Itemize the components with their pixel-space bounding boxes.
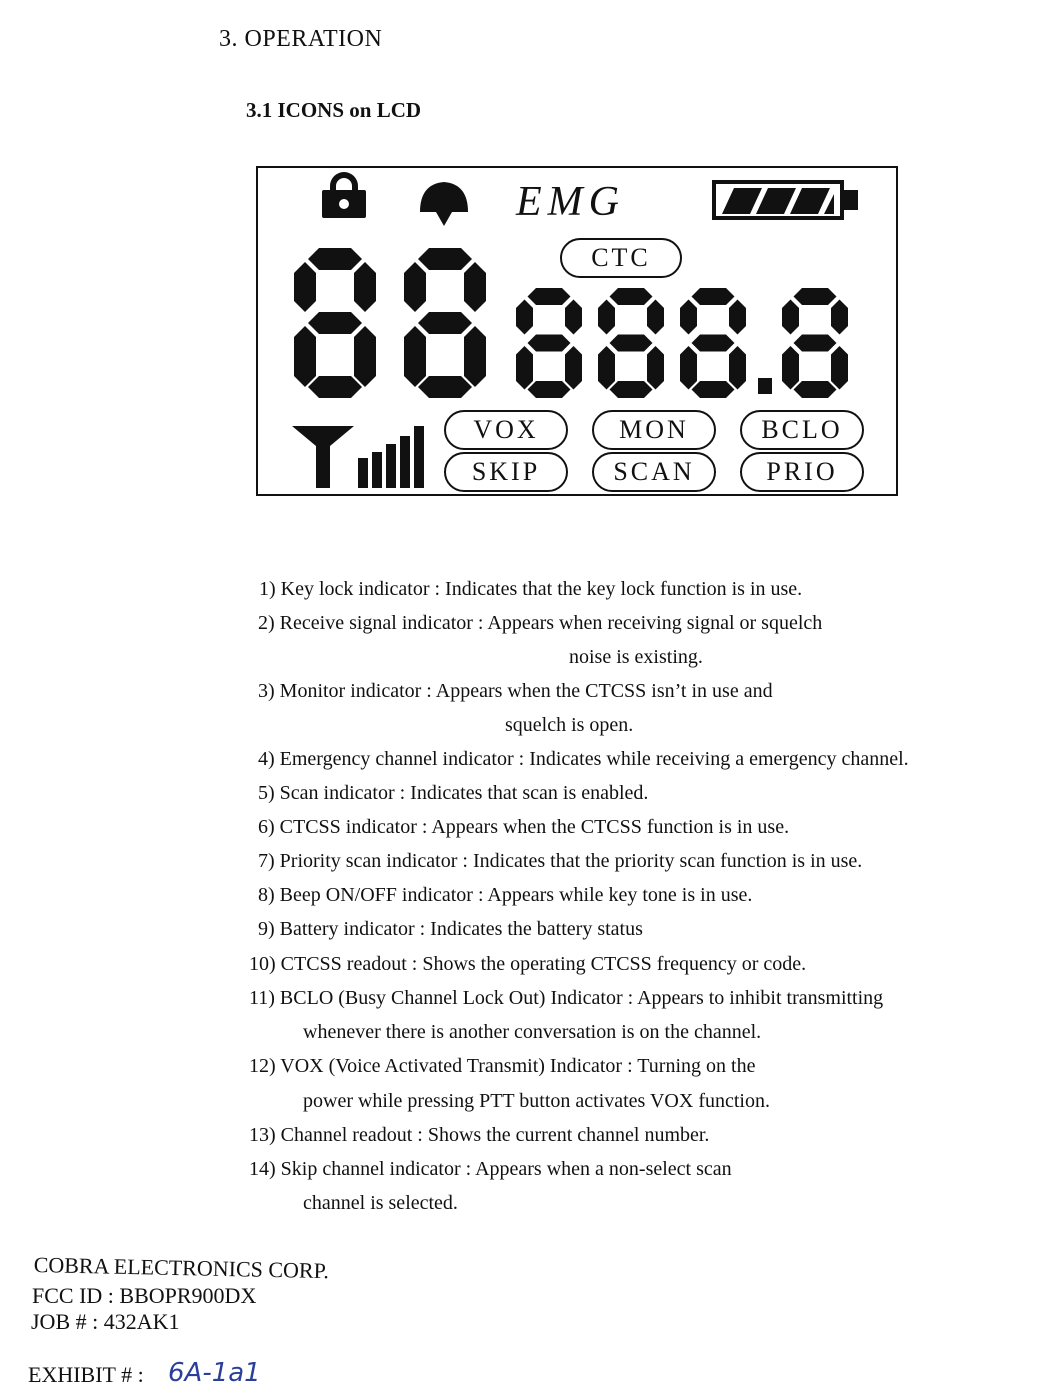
antenna-icon bbox=[292, 426, 354, 488]
list-item: 6) CTCSS indicator : Appears when the CTCSS function is in use. bbox=[258, 816, 790, 838]
digit-segment bbox=[647, 346, 664, 390]
lcd-digit bbox=[782, 288, 848, 398]
subsection-title: 3.1 ICONS on LCD bbox=[246, 98, 422, 122]
list-item: 10) CTCSS readout : Shows the operating CTCSS frequency or code. bbox=[249, 953, 807, 975]
digit-segment bbox=[354, 326, 376, 387]
mon-indicator: MON bbox=[592, 410, 716, 450]
list-item: 8) Beep ON/OFF indicator : Appears while key tone is in use. bbox=[258, 884, 753, 906]
digit-segment bbox=[404, 262, 426, 312]
digit-segment bbox=[528, 288, 571, 305]
digit-segment bbox=[565, 346, 582, 390]
list-item: 4) Emergency channel indicator : Indicates while receiving a emergency channel. bbox=[258, 748, 909, 770]
digit-segment bbox=[294, 262, 316, 312]
digit-segment bbox=[680, 300, 697, 335]
list-item: noise is existing. bbox=[569, 646, 703, 668]
list-item: 12) VOX (Voice Activated Transmit) Indicator : Turning on the bbox=[249, 1055, 756, 1077]
digit-segment bbox=[610, 381, 653, 398]
digit-segment bbox=[294, 326, 316, 387]
digit-segment bbox=[692, 288, 735, 305]
digit-segment bbox=[528, 381, 571, 398]
digit-segment bbox=[354, 262, 376, 312]
digit-segment bbox=[565, 300, 582, 335]
ctc-indicator: CTC bbox=[560, 238, 682, 278]
digit-segment bbox=[308, 248, 362, 270]
signal-bars-icon bbox=[358, 426, 424, 488]
digit-segment bbox=[308, 376, 362, 398]
digit-segment bbox=[610, 288, 653, 305]
lcd-diagram bbox=[256, 166, 898, 496]
digit-segment bbox=[794, 335, 837, 352]
digit-segment bbox=[516, 300, 533, 335]
bell-icon bbox=[420, 182, 468, 226]
digit-segment bbox=[528, 335, 571, 352]
battery-icon bbox=[714, 182, 858, 218]
list-item: 1) Key lock indicator : Indicates that the key lock function is in use. bbox=[259, 578, 803, 600]
digit-segment bbox=[782, 346, 799, 390]
emg-indicator: EMG bbox=[516, 179, 625, 225]
scan-indicator: SCAN bbox=[592, 452, 716, 492]
job-number: JOB # : 432AK1 bbox=[31, 1309, 180, 1334]
digit-segment bbox=[464, 262, 486, 312]
list-item: power while pressing PTT button activates VOX function. bbox=[303, 1090, 770, 1112]
list-item: 3) Monitor indicator : Appears when the CTCSS isn’t in use and bbox=[258, 680, 773, 702]
digit-segment bbox=[831, 300, 848, 335]
lock-icon bbox=[322, 172, 366, 218]
digit-segment bbox=[729, 300, 746, 335]
skip-indicator: SKIP bbox=[444, 452, 568, 492]
digit-segment bbox=[782, 300, 799, 335]
company-name: COBRA ELECTRONICS CORP. bbox=[33, 1252, 330, 1284]
digit-segment bbox=[418, 312, 472, 334]
list-item: 5) Scan indicator : Indicates that scan is enabled. bbox=[258, 782, 649, 804]
list-item: 7) Priority scan indicator : Indicates that the priority scan function is in use. bbox=[258, 850, 863, 872]
exhibit-label: EXHIBIT # : bbox=[28, 1362, 144, 1387]
digit-segment bbox=[308, 312, 362, 334]
digit-segment bbox=[464, 326, 486, 387]
digit-segment bbox=[794, 381, 837, 398]
digit-segment bbox=[680, 346, 697, 390]
list-item: channel is selected. bbox=[303, 1192, 458, 1214]
vox-indicator: VOX bbox=[444, 410, 568, 450]
fcc-id: FCC ID : BBOPR900DX bbox=[32, 1283, 257, 1308]
prio-indicator: PRIO bbox=[740, 452, 864, 492]
lcd-digit bbox=[680, 288, 746, 398]
decimal-point bbox=[758, 378, 772, 394]
section-title: 3. OPERATION bbox=[219, 26, 383, 52]
list-item: squelch is open. bbox=[505, 714, 634, 736]
lcd-digit bbox=[294, 248, 376, 398]
digit-segment bbox=[692, 381, 735, 398]
list-item: 13) Channel readout : Shows the current channel number. bbox=[249, 1124, 710, 1146]
list-item: whenever there is another conversation is on the channel. bbox=[303, 1021, 762, 1043]
list-item: 2) Receive signal indicator : Appears when receiving signal or squelch bbox=[258, 612, 823, 634]
list-item: 11) BCLO (Busy Channel Lock Out) Indicator : Appears to inhibit transmitting bbox=[249, 987, 884, 1009]
list-item: 9) Battery indicator : Indicates the battery status bbox=[258, 918, 643, 940]
list-item: 14) Skip channel indicator : Appears when a non-select scan bbox=[249, 1158, 732, 1180]
digit-segment bbox=[418, 248, 472, 270]
digit-segment bbox=[794, 288, 837, 305]
digit-segment bbox=[418, 376, 472, 398]
digit-segment bbox=[516, 346, 533, 390]
digit-segment bbox=[610, 335, 653, 352]
digit-segment bbox=[692, 335, 735, 352]
digit-segment bbox=[598, 300, 615, 335]
exhibit-value: 6A-1a1 bbox=[168, 1358, 261, 1388]
bclo-indicator: BCLO bbox=[740, 410, 864, 450]
digit-segment bbox=[404, 326, 426, 387]
digit-segment bbox=[647, 300, 664, 335]
lcd-digit bbox=[598, 288, 664, 398]
digit-segment bbox=[598, 346, 615, 390]
lcd-digit bbox=[516, 288, 582, 398]
lcd-digit bbox=[404, 248, 486, 398]
digit-segment bbox=[729, 346, 746, 390]
digit-segment bbox=[831, 346, 848, 390]
